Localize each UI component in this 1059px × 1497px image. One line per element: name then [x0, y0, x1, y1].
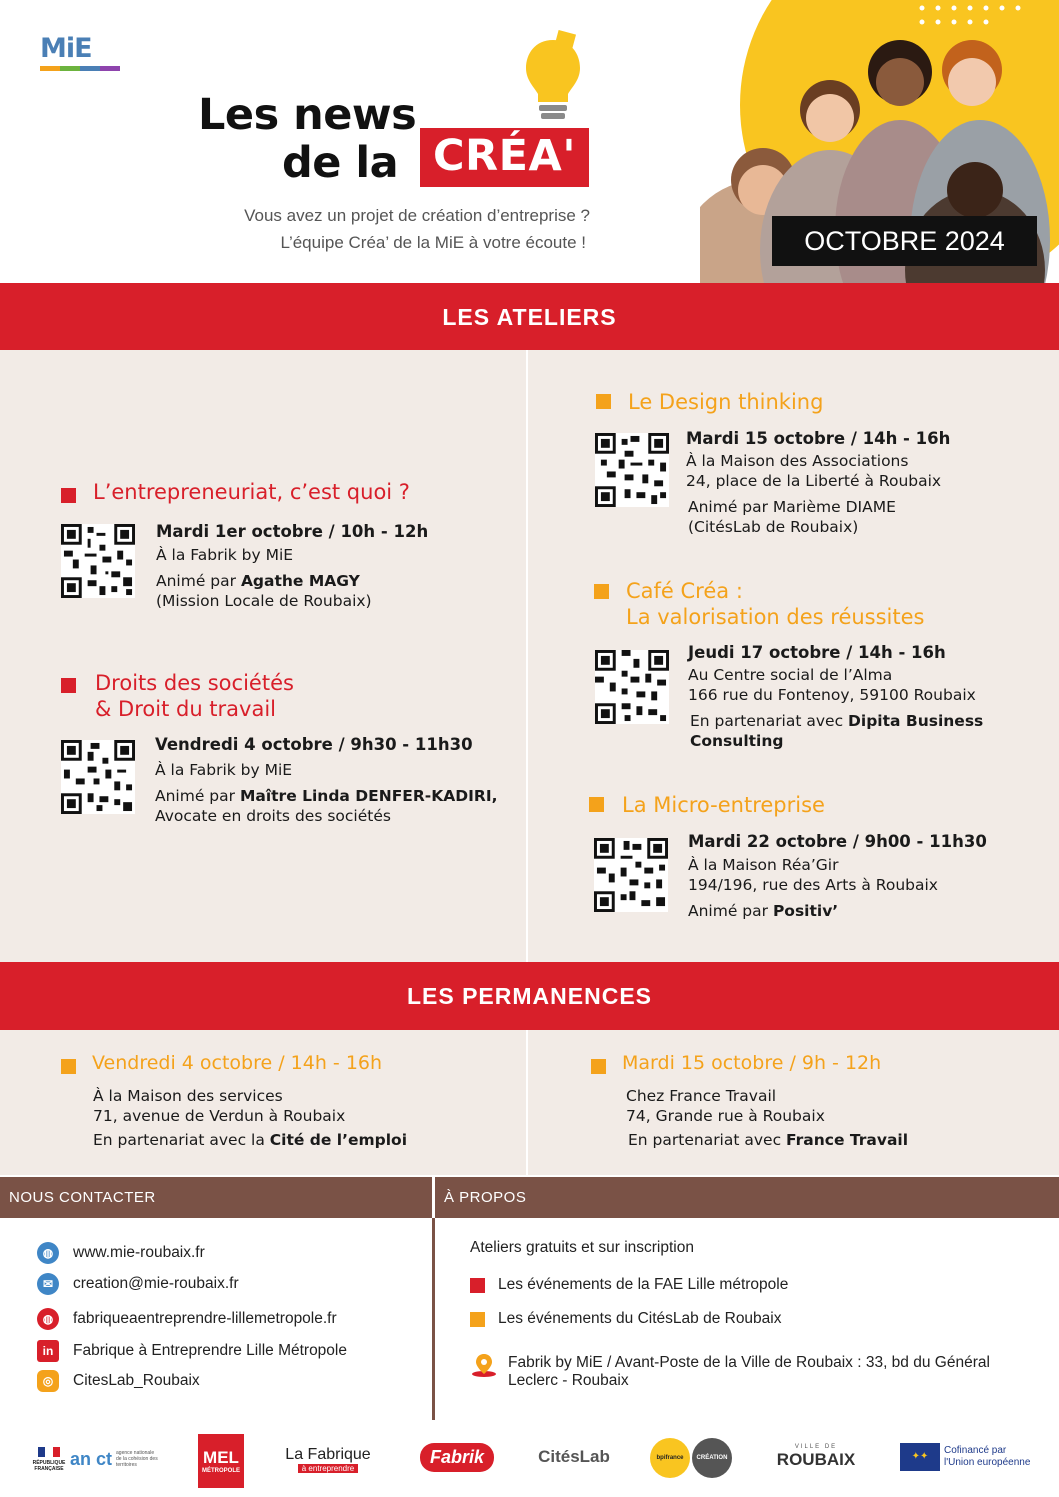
event-place-2: 194/196, rue des Arts à Roubaix	[688, 876, 938, 894]
event-details-design	[686, 429, 1046, 537]
contact-instagram[interactable]	[37, 1369, 200, 1393]
event-date: Mardi 1er octobre / 10h - 12h	[156, 522, 429, 541]
title-highlight: CRÉA'	[420, 128, 589, 187]
event-host: Animé par Marième DIAME	[688, 498, 896, 516]
contact-fae-website[interactable]	[37, 1307, 337, 1331]
event-title-line-2: La valorisation des réussites	[626, 605, 925, 629]
contact-website[interactable]	[37, 1241, 205, 1265]
orange-square-marker	[61, 1059, 76, 1074]
permanence-partner	[626, 1130, 1046, 1150]
partner-prefix: En partenariat avec	[628, 1131, 787, 1149]
subtitle	[0, 202, 590, 256]
host-prefix: Animé par	[156, 572, 241, 590]
mie-logo-bars	[40, 66, 120, 71]
about-legend-orange	[470, 1310, 782, 1328]
anct-subtext: agence nationale de la cohésion des territoires	[116, 1450, 158, 1468]
permanence-date: Mardi 15 octobre / 9h - 12h	[622, 1052, 882, 1074]
permanences-heading: LES PERMANENCES	[0, 962, 1059, 1030]
mel-logo	[198, 1434, 244, 1488]
address-line-1: Fabrik by MiE / Avant-Poste de la Ville de Roubaix : 33, bd du Général	[508, 1354, 990, 1371]
contact-text: Fabrique à Entreprendre Lille Métropole	[73, 1342, 347, 1359]
lightbulb-puzzle-icon	[518, 30, 588, 125]
event-place: À la Fabrik by MiE	[156, 546, 294, 564]
red-square-marker	[470, 1278, 485, 1293]
globe-icon: ◍	[37, 1242, 59, 1264]
event-title-micro: La Micro-entreprise	[622, 793, 825, 817]
qr-code-icon	[595, 433, 669, 507]
event-title-cafe-crea	[626, 578, 924, 630]
host-name: Dipita Business	[848, 712, 984, 730]
about-address	[508, 1354, 1028, 1390]
event-host-org: (CitésLab de Roubaix)	[688, 518, 859, 536]
subtitle-line-2: L’équipe Créa’ de la MiE à votre écoute !	[280, 233, 586, 252]
creation-text: CRÉATION	[696, 1455, 728, 1461]
event-date: Vendredi 4 octobre / 9h30 - 11h30	[155, 735, 473, 754]
permanence-place-2: 71, avenue de Verdun à Roubaix	[93, 1107, 346, 1125]
roubaix-small-text: VILLE DE	[794, 1444, 838, 1450]
ateliers-divider	[526, 350, 528, 962]
legend-red-text: Les événements de la FAE Lille métropole	[498, 1276, 789, 1293]
mel-text: MEL	[203, 1448, 239, 1467]
event-host	[688, 711, 1048, 731]
instagram-icon: ◎	[37, 1370, 59, 1392]
event-place-1: À la Maison Réa’Gir	[688, 856, 839, 874]
address-line-2: Leclerc - Roubaix	[508, 1372, 629, 1389]
contact-heading: NOUS CONTACTER	[0, 1177, 432, 1218]
host-name: Positiv’	[772, 902, 839, 920]
permanences-divider	[526, 1030, 528, 1175]
event-host	[688, 901, 1048, 921]
eu-line-1: Cofinancé par	[944, 1445, 1007, 1456]
republique-text: RÉPUBLIQUE FRANÇAISE	[32, 1459, 66, 1472]
event-details-droits	[155, 735, 515, 826]
linkedin-icon: in	[37, 1340, 59, 1362]
legend-orange-text: Les événements du CitésLab de Roubaix	[498, 1310, 782, 1327]
event-place-2: 166 rue du Fontenoy, 59100 Roubaix	[688, 686, 976, 704]
event-host-org: (Mission Locale de Roubaix)	[156, 592, 372, 610]
republique-francaise-logo	[28, 1434, 70, 1484]
about-legend-red	[470, 1276, 788, 1294]
host-prefix: En partenariat avec	[690, 712, 849, 730]
event-details-entrepreneuriat	[156, 522, 506, 611]
orange-square-marker	[596, 394, 611, 409]
eu-logo	[900, 1434, 1040, 1480]
permanence-details	[626, 1086, 1046, 1150]
contact-linkedin[interactable]	[37, 1339, 347, 1363]
footer-divider	[432, 1218, 435, 1420]
roubaix-logo	[768, 1434, 864, 1480]
mie-logo	[40, 34, 120, 76]
globe-icon: ◍	[37, 1308, 59, 1330]
eu-line-2: l'Union européenne	[944, 1457, 1031, 1468]
event-title-design: Le Design thinking	[628, 390, 824, 414]
eu-text	[944, 1445, 1030, 1469]
event-place-1: À la Maison des Associations	[686, 452, 909, 470]
permanence-partner	[93, 1130, 513, 1150]
event-date: Jeudi 17 octobre / 14h - 16h	[688, 643, 946, 662]
contact-email[interactable]	[37, 1272, 239, 1296]
citeslab-text: CitésLab	[538, 1447, 610, 1466]
contact-text: www.mie-roubaix.fr	[73, 1244, 205, 1261]
orange-square-marker	[594, 584, 609, 599]
mail-icon: ✉	[37, 1273, 59, 1295]
event-date: Mardi 22 octobre / 9h00 - 11h30	[688, 832, 987, 851]
roubaix-text: ROUBAIX	[776, 1450, 856, 1469]
red-square-marker	[61, 488, 76, 503]
event-date: Mardi 15 octobre / 14h - 16h	[686, 429, 951, 448]
host-prefix: Animé par	[688, 902, 773, 920]
month-label: OCTOBRE 2024	[772, 216, 1037, 266]
permanence-place-1: Chez France Travail	[626, 1087, 777, 1105]
event-title-line-1: Droits des sociétés	[95, 671, 294, 695]
event-place: À la Fabrik by MiE	[155, 761, 293, 779]
fabrik-text: Fabrik	[420, 1443, 494, 1472]
orange-square-marker	[589, 797, 604, 812]
event-title-droits	[95, 670, 294, 722]
contact-text: creation@mie-roubaix.fr	[73, 1275, 239, 1292]
bpifrance-logo	[650, 1438, 690, 1478]
about-heading: À PROPOS	[435, 1177, 1059, 1218]
event-host-2: Consulting	[690, 732, 784, 750]
anct-text: an ct	[70, 1448, 113, 1469]
host-prefix: Animé par	[155, 787, 240, 805]
event-place-1: Au Centre social de l’Alma	[688, 666, 893, 684]
partner-prefix: En partenariat avec la	[93, 1131, 270, 1149]
event-host-org: Avocate en droits des sociétés	[155, 807, 391, 825]
host-name: Maître Linda DENFER-KADIRI,	[239, 787, 498, 805]
qr-code-icon	[595, 650, 669, 724]
about-intro: Ateliers gratuits et sur inscription	[470, 1239, 694, 1256]
contact-text: CitesLab_Roubaix	[73, 1372, 200, 1389]
orange-square-marker	[591, 1059, 606, 1074]
red-square-marker	[61, 678, 76, 693]
ateliers-heading: LES ATELIERS	[0, 283, 1059, 351]
bpi-text: bpifrance	[656, 1455, 684, 1461]
event-title-line-2: & Droit du travail	[95, 697, 277, 721]
permanence-place-1: À la Maison des services	[93, 1087, 283, 1105]
location-pin-icon	[470, 1352, 498, 1378]
mel-subtext: MÉTROPOLE	[201, 1468, 240, 1474]
event-host	[156, 571, 506, 591]
orange-square-marker	[470, 1312, 485, 1327]
mie-logo-text: MiE	[40, 33, 92, 64]
host-name: Agathe MAGY	[240, 572, 360, 590]
citeslab-logo	[532, 1434, 616, 1480]
partner-name: France Travail	[786, 1131, 909, 1149]
eu-flag-icon: ✦✦	[900, 1443, 940, 1471]
event-title-entrepreneuriat: L’entrepreneuriat, c’est quoi ?	[93, 480, 410, 504]
qr-code-icon	[61, 524, 135, 598]
title-line-1: Les news	[198, 90, 417, 140]
partner-name: Cité de l’emploi	[269, 1131, 408, 1149]
contact-text: fabriqueaentreprendre-lillemetropole.fr	[73, 1310, 337, 1327]
permanence-date: Vendredi 4 octobre / 14h - 16h	[92, 1052, 383, 1074]
subtitle-line-1: Vous avez un projet de création d’entreprise ?	[244, 206, 590, 225]
event-details-cafe-crea	[688, 643, 1048, 751]
permanence-details	[93, 1086, 513, 1150]
title-line-2: de la	[282, 138, 399, 188]
qr-code-icon	[61, 740, 135, 814]
event-title-line-1: Café Créa :	[626, 579, 743, 603]
la-fabrique-logo	[278, 1434, 378, 1484]
qr-code-icon	[594, 838, 668, 912]
event-details-micro	[688, 832, 1048, 921]
creation-logo	[692, 1438, 732, 1478]
permanence-place-2: 74, Grande rue à Roubaix	[626, 1107, 825, 1125]
event-host	[155, 786, 515, 806]
anct-logo	[70, 1434, 160, 1484]
fabrique-text: La Fabrique	[285, 1445, 371, 1463]
fabrique-subtext: à entreprendre	[298, 1464, 358, 1473]
event-place-2: 24, place de la Liberté à Roubaix	[686, 472, 942, 490]
fabrik-logo	[418, 1434, 496, 1480]
